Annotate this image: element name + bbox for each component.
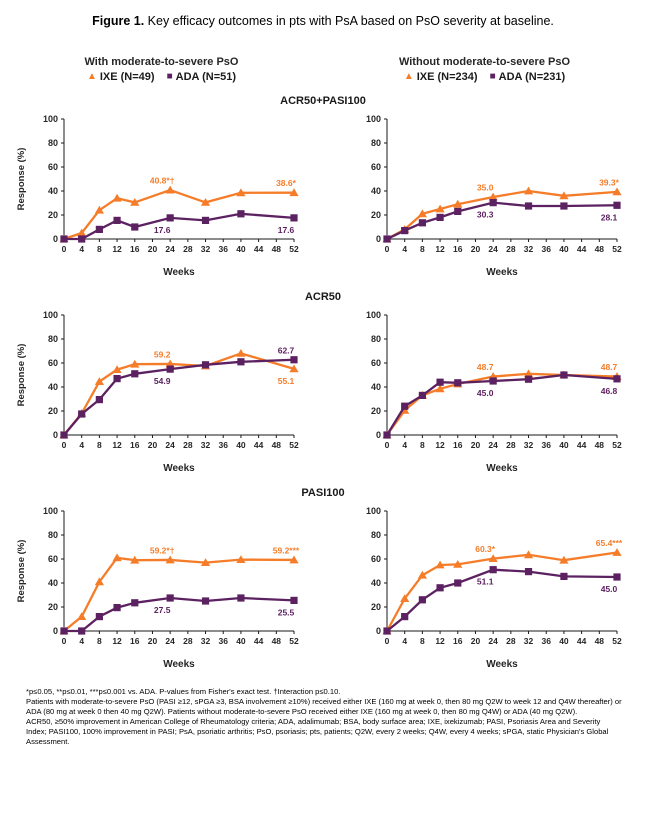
x-tick-label: 32 bbox=[200, 244, 210, 254]
point-label: 59.2 bbox=[153, 349, 170, 360]
square-data-marker bbox=[401, 227, 408, 234]
x-axis-title: Weeks bbox=[162, 659, 195, 670]
x-tick-label: 8 bbox=[96, 244, 102, 254]
y-tick-label: 0 bbox=[375, 430, 381, 440]
x-tick-label: 20 bbox=[147, 244, 157, 254]
y-tick-label: 80 bbox=[370, 138, 381, 148]
y-tick-label: 0 bbox=[52, 234, 58, 244]
square-data-marker bbox=[166, 214, 173, 221]
x-tick-label: 4 bbox=[78, 440, 84, 450]
x-tick-label: 24 bbox=[487, 244, 498, 254]
chart-canvas bbox=[12, 303, 312, 475]
x-tick-label: 48 bbox=[271, 440, 281, 450]
square-data-marker bbox=[613, 202, 620, 209]
square-data-marker bbox=[436, 379, 443, 386]
square-data-marker bbox=[290, 597, 297, 604]
square-data-marker bbox=[237, 358, 244, 365]
square-data-marker bbox=[131, 370, 138, 377]
x-tick-label: 32 bbox=[523, 636, 533, 646]
x-tick-label: 12 bbox=[434, 636, 445, 646]
chart-acr50pasi100-with-pso bbox=[0, 107, 323, 279]
y-axis-title: Response (%) bbox=[15, 539, 27, 603]
x-tick-label: 16 bbox=[452, 440, 463, 450]
y-tick-label: 100 bbox=[42, 506, 58, 516]
square-data-marker bbox=[166, 366, 173, 373]
footnotes bbox=[26, 687, 622, 747]
square-data-marker bbox=[290, 214, 297, 221]
triangle-marker-icon: ▲ bbox=[86, 71, 97, 82]
x-tick-label: 52 bbox=[288, 244, 299, 254]
x-tick-label: 20 bbox=[147, 440, 157, 450]
x-tick-label: 52 bbox=[288, 440, 299, 450]
square-data-marker bbox=[237, 594, 244, 601]
x-tick-label: 36 bbox=[540, 244, 551, 254]
x-tick-label: 36 bbox=[217, 636, 228, 646]
square-data-marker bbox=[113, 604, 120, 611]
y-tick-label: 20 bbox=[370, 406, 381, 416]
panel-title-acr50-pasi100: ACR50+PASI100 bbox=[280, 95, 366, 107]
x-tick-label: 8 bbox=[96, 440, 102, 450]
square-data-marker bbox=[78, 410, 85, 417]
square-data-marker bbox=[78, 627, 85, 634]
square-data-marker bbox=[113, 217, 120, 224]
x-tick-label: 16 bbox=[452, 636, 463, 646]
square-data-marker bbox=[524, 568, 531, 575]
point-label: 48.7 bbox=[476, 362, 493, 373]
chart-acr50-with-pso bbox=[0, 303, 323, 475]
chart-canvas bbox=[12, 107, 312, 279]
x-tick-label: 32 bbox=[200, 440, 210, 450]
panel-title-pasi100: PASI100 bbox=[301, 487, 345, 499]
x-tick-label: 0 bbox=[61, 244, 66, 254]
x-tick-label: 28 bbox=[182, 636, 193, 646]
x-tick-label: 48 bbox=[271, 244, 281, 254]
y-axis-title: Response (%) bbox=[15, 343, 27, 407]
y-tick-label: 100 bbox=[42, 310, 58, 320]
triangle-data-marker bbox=[417, 571, 426, 579]
point-label: 60.3* bbox=[474, 544, 495, 555]
chart-canvas bbox=[335, 303, 635, 475]
x-tick-label: 48 bbox=[271, 636, 281, 646]
y-tick-label: 60 bbox=[370, 554, 381, 564]
square-data-marker bbox=[383, 235, 390, 242]
x-tick-label: 4 bbox=[78, 244, 84, 254]
x-axis-title: Weeks bbox=[485, 267, 518, 278]
square-data-marker bbox=[613, 573, 620, 580]
y-tick-label: 20 bbox=[47, 406, 58, 416]
x-tick-label: 24 bbox=[164, 244, 175, 254]
chart-row-1 bbox=[0, 107, 646, 279]
point-label: 54.9 bbox=[153, 376, 170, 387]
y-tick-label: 80 bbox=[370, 334, 381, 344]
point-label: 55.1 bbox=[277, 375, 294, 386]
x-tick-label: 44 bbox=[576, 244, 586, 254]
x-tick-label: 8 bbox=[419, 440, 425, 450]
x-tick-label: 20 bbox=[147, 636, 157, 646]
legend-label: ADA (N=51) bbox=[175, 71, 237, 83]
square-data-marker bbox=[201, 597, 208, 604]
y-tick-label: 0 bbox=[52, 430, 58, 440]
figure-title bbox=[0, 0, 646, 28]
square-data-marker bbox=[383, 627, 390, 634]
square-data-marker bbox=[78, 235, 85, 242]
y-tick-label: 100 bbox=[365, 114, 381, 124]
square-data-marker bbox=[95, 396, 102, 403]
chart-pasi100-without-pso bbox=[323, 499, 646, 671]
y-tick-label: 40 bbox=[370, 382, 381, 392]
x-tick-label: 8 bbox=[419, 244, 425, 254]
point-label: 27.5 bbox=[153, 605, 170, 615]
y-tick-label: 80 bbox=[47, 138, 58, 148]
square-data-marker bbox=[560, 202, 567, 209]
chart-row-2 bbox=[0, 303, 646, 475]
point-label: 28.1 bbox=[600, 212, 617, 223]
series-line-triangle bbox=[64, 353, 294, 435]
x-tick-label: 16 bbox=[129, 244, 140, 254]
legend-label: IXE (N=234) bbox=[416, 71, 478, 83]
x-tick-label: 24 bbox=[487, 440, 498, 450]
legend-area bbox=[0, 56, 646, 83]
x-tick-label: 16 bbox=[129, 440, 140, 450]
square-data-marker bbox=[290, 356, 297, 363]
series-line-triangle bbox=[387, 374, 617, 435]
panel-title-acr50: ACR50 bbox=[304, 291, 342, 303]
point-label: 46.8 bbox=[600, 385, 617, 396]
x-tick-label: 40 bbox=[558, 440, 569, 450]
x-tick-label: 12 bbox=[434, 440, 445, 450]
square-marker-icon: ■ bbox=[166, 71, 173, 82]
x-tick-label: 8 bbox=[96, 636, 102, 646]
chart-canvas bbox=[335, 107, 635, 279]
x-tick-label: 12 bbox=[111, 636, 122, 646]
x-tick-label: 40 bbox=[235, 244, 246, 254]
point-label: 48.7 bbox=[600, 362, 617, 373]
x-tick-label: 0 bbox=[384, 636, 389, 646]
x-axis-title: Weeks bbox=[485, 659, 518, 670]
square-data-marker bbox=[436, 584, 443, 591]
x-tick-label: 0 bbox=[61, 636, 66, 646]
chart-acr50-without-pso bbox=[323, 303, 646, 475]
point-label: 59.2*† bbox=[149, 545, 174, 556]
footnote-abbreviations: ACR50, ≥50% improvement in American College of Rheumatology criteria; ADA, adalimumab; BSA, body surface area; IXE, ixekizumab; PASI, Psoriasis Area and Severity Index; PASI100, 100% improvement in PASI; PsA, psoriatic arthritis; PsO, psoriasis; pts, patients; Q2W, every 2 weeks; Q4W, every 4 weeks; sPGA, static Physician's Global Assessment. bbox=[26, 717, 609, 747]
square-data-marker bbox=[401, 403, 408, 410]
x-tick-label: 48 bbox=[594, 636, 604, 646]
x-tick-label: 20 bbox=[470, 636, 480, 646]
x-tick-label: 44 bbox=[576, 636, 586, 646]
square-data-marker bbox=[60, 431, 67, 438]
square-data-marker bbox=[60, 627, 67, 634]
square-data-marker bbox=[454, 379, 461, 386]
triangle-data-marker bbox=[236, 349, 245, 357]
x-tick-label: 28 bbox=[182, 440, 193, 450]
x-tick-label: 0 bbox=[61, 440, 66, 450]
x-tick-label: 48 bbox=[594, 244, 604, 254]
point-label: 62.7 bbox=[277, 345, 294, 356]
x-tick-label: 24 bbox=[164, 440, 175, 450]
chart-canvas bbox=[335, 499, 635, 671]
square-data-marker bbox=[95, 226, 102, 233]
y-tick-label: 40 bbox=[47, 578, 58, 588]
triangle-data-marker bbox=[77, 612, 86, 620]
x-tick-label: 28 bbox=[182, 244, 193, 254]
square-data-marker bbox=[489, 566, 496, 573]
y-tick-label: 40 bbox=[47, 186, 58, 196]
y-tick-label: 20 bbox=[47, 210, 58, 220]
footnote-dosing: Patients with moderate-to-severe PsO (PASI ≥12, sPGA ≥3, BSA involvement ≥10%) received either IXE (160 mg at week 0, then 80 mg Q2W to week 12 and Q4W thereafter) or ADA (80 mg at week 0 then 40 mg Q2W). Patients without moderate-to-severe PsO received either IXE (160 mg at week 0, then 80 mg Q4W) or ADA (40 mg Q2W). bbox=[26, 697, 622, 717]
chart-canvas bbox=[12, 499, 312, 671]
x-tick-label: 52 bbox=[611, 244, 622, 254]
x-tick-label: 36 bbox=[540, 636, 551, 646]
x-tick-label: 36 bbox=[217, 440, 228, 450]
x-tick-label: 36 bbox=[217, 244, 228, 254]
point-label: 35.0 bbox=[476, 182, 493, 193]
x-tick-label: 40 bbox=[558, 244, 569, 254]
figure-number: Figure 1. bbox=[92, 14, 145, 28]
legend-item-ixe bbox=[404, 71, 478, 83]
point-label: 59.2*** bbox=[272, 545, 299, 556]
square-data-marker bbox=[95, 613, 102, 620]
x-tick-label: 52 bbox=[288, 636, 299, 646]
x-tick-label: 20 bbox=[470, 440, 480, 450]
legend-item-ada bbox=[167, 71, 236, 83]
y-tick-label: 60 bbox=[47, 554, 58, 564]
x-tick-label: 4 bbox=[401, 636, 407, 646]
square-data-marker bbox=[489, 377, 496, 384]
x-tick-label: 8 bbox=[419, 636, 425, 646]
x-tick-label: 40 bbox=[558, 636, 569, 646]
subgroup-header: Without moderate-to-severe PsO bbox=[398, 56, 571, 68]
x-tick-label: 28 bbox=[505, 244, 516, 254]
x-tick-label: 32 bbox=[200, 636, 210, 646]
series-line-triangle bbox=[387, 553, 617, 631]
triangle-data-marker bbox=[165, 186, 174, 194]
legend-item-ixe bbox=[87, 71, 155, 83]
y-tick-label: 100 bbox=[365, 310, 381, 320]
y-tick-label: 60 bbox=[370, 162, 381, 172]
point-label: 65.4*** bbox=[595, 538, 622, 549]
y-tick-label: 20 bbox=[47, 602, 58, 612]
x-tick-label: 4 bbox=[401, 440, 407, 450]
x-tick-label: 52 bbox=[611, 636, 622, 646]
x-tick-label: 16 bbox=[452, 244, 463, 254]
square-data-marker bbox=[489, 199, 496, 206]
point-label: 51.1 bbox=[476, 576, 493, 587]
x-tick-label: 32 bbox=[523, 440, 533, 450]
square-data-marker bbox=[383, 431, 390, 438]
x-axis-title: Weeks bbox=[485, 463, 518, 474]
x-tick-label: 44 bbox=[253, 440, 263, 450]
square-marker-icon: ■ bbox=[489, 71, 496, 82]
x-tick-label: 4 bbox=[78, 636, 84, 646]
square-data-marker bbox=[131, 599, 138, 606]
y-tick-label: 60 bbox=[370, 358, 381, 368]
x-tick-label: 12 bbox=[111, 440, 122, 450]
y-tick-label: 20 bbox=[370, 210, 381, 220]
point-label: 45.0 bbox=[600, 584, 617, 594]
y-tick-label: 40 bbox=[370, 186, 381, 196]
legend-items bbox=[0, 71, 323, 83]
square-data-marker bbox=[560, 371, 567, 378]
y-tick-label: 60 bbox=[47, 358, 58, 368]
square-data-marker bbox=[166, 594, 173, 601]
y-tick-label: 80 bbox=[47, 530, 58, 540]
x-tick-label: 12 bbox=[434, 244, 445, 254]
square-data-marker bbox=[454, 579, 461, 586]
y-tick-label: 80 bbox=[370, 530, 381, 540]
square-data-marker bbox=[524, 202, 531, 209]
point-label: 39.3* bbox=[598, 177, 619, 188]
legend-label: ADA (N=231) bbox=[498, 71, 566, 83]
x-tick-label: 40 bbox=[235, 636, 246, 646]
footnote-pvalues: *p≤0.05, **p≤0.01, ***p≤0.001 vs. ADA. P-values from Fisher's exact test. †Interaction p≤0.10. bbox=[26, 687, 341, 696]
y-tick-label: 0 bbox=[375, 626, 381, 636]
x-tick-label: 28 bbox=[505, 440, 516, 450]
square-data-marker bbox=[418, 596, 425, 603]
square-data-marker bbox=[131, 223, 138, 230]
y-axis-title: Response (%) bbox=[15, 147, 27, 211]
square-data-marker bbox=[201, 361, 208, 368]
y-tick-label: 80 bbox=[47, 334, 58, 344]
square-data-marker bbox=[113, 375, 120, 382]
x-tick-label: 24 bbox=[487, 636, 498, 646]
legend-group-without-pso bbox=[323, 56, 646, 83]
figure-title-text: Key efficacy outcomes in pts with PsA based on PsO severity at baseline. bbox=[144, 14, 554, 28]
square-data-marker bbox=[524, 376, 531, 383]
x-tick-label: 20 bbox=[470, 244, 480, 254]
x-tick-label: 40 bbox=[235, 440, 246, 450]
chart-pasi100-with-pso bbox=[0, 499, 323, 671]
point-label: 45.0 bbox=[476, 388, 493, 398]
point-label: 17.6 bbox=[277, 224, 294, 235]
x-tick-label: 4 bbox=[401, 244, 407, 254]
x-tick-label: 0 bbox=[384, 244, 389, 254]
x-tick-label: 52 bbox=[611, 440, 622, 450]
chart-row-3 bbox=[0, 499, 646, 671]
legend-label: IXE (N=49) bbox=[99, 71, 155, 83]
legend-group-with-pso bbox=[0, 56, 323, 83]
square-data-marker bbox=[237, 210, 244, 217]
square-data-marker bbox=[201, 217, 208, 224]
point-label: 30.3 bbox=[476, 209, 493, 220]
x-tick-label: 44 bbox=[253, 636, 263, 646]
x-tick-label: 0 bbox=[384, 440, 389, 450]
point-label: 38.6* bbox=[275, 178, 296, 189]
square-data-marker bbox=[436, 214, 443, 221]
x-tick-label: 24 bbox=[164, 636, 175, 646]
legend-item-ada bbox=[490, 71, 566, 83]
series-line-square bbox=[387, 375, 617, 435]
y-tick-label: 40 bbox=[47, 382, 58, 392]
x-tick-label: 44 bbox=[576, 440, 586, 450]
y-tick-label: 0 bbox=[52, 626, 58, 636]
point-label: 25.5 bbox=[277, 607, 294, 618]
square-data-marker bbox=[454, 208, 461, 215]
y-tick-label: 100 bbox=[365, 506, 381, 516]
x-axis-title: Weeks bbox=[162, 463, 195, 474]
y-tick-label: 100 bbox=[42, 114, 58, 124]
square-data-marker bbox=[418, 392, 425, 399]
x-tick-label: 44 bbox=[253, 244, 263, 254]
x-tick-label: 48 bbox=[594, 440, 604, 450]
subgroup-header: With moderate-to-severe PsO bbox=[84, 56, 239, 68]
triangle-data-marker bbox=[112, 194, 121, 202]
x-tick-label: 36 bbox=[540, 440, 551, 450]
point-label: 17.6 bbox=[153, 224, 170, 235]
x-tick-label: 16 bbox=[129, 636, 140, 646]
square-data-marker bbox=[560, 573, 567, 580]
x-tick-label: 12 bbox=[111, 244, 122, 254]
chart-acr50pasi100-without-pso bbox=[323, 107, 646, 279]
legend-items bbox=[323, 71, 646, 83]
square-data-marker bbox=[613, 375, 620, 382]
x-tick-label: 32 bbox=[523, 244, 533, 254]
y-tick-label: 20 bbox=[370, 602, 381, 612]
square-data-marker bbox=[418, 219, 425, 226]
y-tick-label: 0 bbox=[375, 234, 381, 244]
x-axis-title: Weeks bbox=[162, 267, 195, 278]
square-data-marker bbox=[401, 613, 408, 620]
point-label: 40.8*† bbox=[149, 175, 174, 186]
triangle-marker-icon: ▲ bbox=[403, 71, 414, 82]
x-tick-label: 28 bbox=[505, 636, 516, 646]
square-data-marker bbox=[60, 235, 67, 242]
y-tick-label: 40 bbox=[370, 578, 381, 588]
y-tick-label: 60 bbox=[47, 162, 58, 172]
